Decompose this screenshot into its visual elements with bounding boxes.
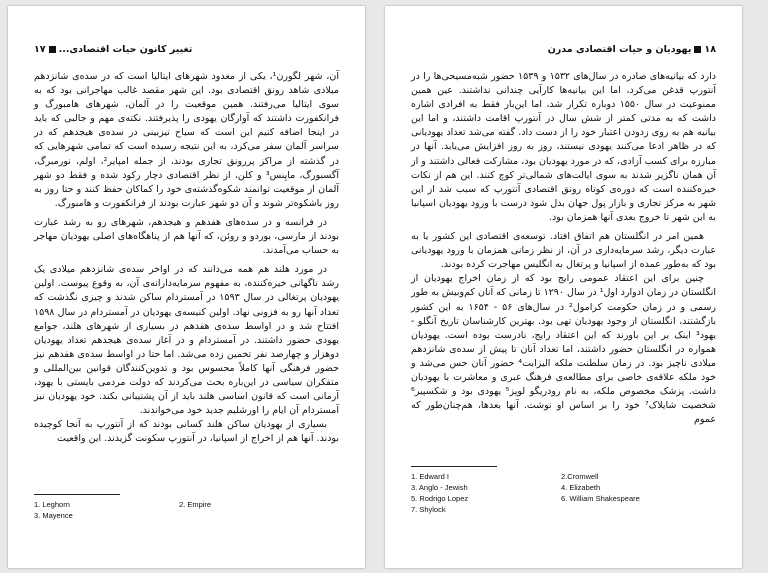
footnote: 6. William Shakespeare [561,494,640,503]
header-title-text: تغییر کانون حیات اقتصادی... [58,44,193,55]
right-page [385,6,742,568]
paragraph: در مورد هلند هم همه می‌دانند که در اواخر سده‌ی شانزدهم میلادی یک رشد ناگهانی خیره‌کننده، به مفهوم سرمایه‌دارانه‌ی آن، به وقوع پیوست. اولین یهودیان پرتغالی در سال ۱۵۹۳ در آمستردام ساکن شدند و چیزی نگذشت که تعداد آنها رو به فزونی نهاد. اولین کنیسه‌ی یهودیان در آمستردام در سال ۱۵۹۸ افتتاح شد و در اواسط سده‌ی هفدهم در بسیاری از شهرهای هلند، جوامع یهودی حضور داشتند. در آمستردام و در آغاز سده‌ی هیجدهم تعداد یهودیان دوهزار و چهارصد نفر تخمین زده می‌شد. اما حتا در اواسط سده‌ی هفدهم نیز حضور فرهنگی آنها کاملاً محسوس بود و تدوین‌کنندگان قوانین بین‌المللی و متفکران سیاسی در این‌باره بحث می‌کردند که دولت مردمی بایستی با یهود، آرمانی است که قانون اساسی هلند باید از آن پشتیبانی بکند. خود یهودیان نیز آمستردام آن ایام را اورشلیم جدید خود می‌خواندند. [34,264,340,417]
header-title [548,44,716,55]
footnote: 4. Elizabeth [561,483,601,492]
footnote: 1. Leghorn [34,500,70,509]
footnote: 2. Empire [179,500,212,509]
paragraph: چنین برای این اعتقاد عمومی رایج بود که از زمان اخراج یهودیان از انگلستان در زمان ادوارد اول¹ در سال ۱۲۹۰ تا زمانی که آنان کم‌وبیش به طور رسمی و در زمان حکومت کرامول² در سال‌های ۵۶ - ۱۶۵۴ به این کشور بازگشتند، انگلستان از وجود یهودیان تهی بود. بهترین کارشناسان تاریخ آنگلو - یهود³ اینک بر این باورند که این اعتقاد رایج، نادرست بوده است. یهودیان همواره در انگلستان حضور داشتند، اما تعداد آنان تا پیش از سده‌ی شانزدهم میلادی ناچیز بود. در زمان سلطنت ملکه الیزابت⁴ حضور آنان حس می‌شد و خود ملکه علاقه‌ی خاصی برای مطالعه‌ی فرهنگ عبری و معاشرت با یهودیان داشت. پزشک مخصوص ملکه، به نام رودریگو لوپز⁵ یهودی بود و شکسپیر⁶ شخصیت شایلاک⁷ خود را بر اساس او نوشت. آنها بعدها، هم‌چنان‌طور که عموم [411,273,717,426]
paragraph: آن، شهر لگورن¹، یکی از معدود شهرهای ایتالیا است که در سده‌ی شانزدهم میلادی شاهد رونق اقتصادی بود. این شهر مقصد غالب مهاجرانی بود که به سوی ایتالیا می‌رفتند. همین موقعیت را در آلمان، شهرهای هامبورگ و فرانکفورت داشتند که آوارگان یهودی را پذیرفتند. نکته‌ی مهم و جالبی که باید در اینجا اضافه کنیم این است که سیاح تیزبینی در سده‌ی هیجدهم که در سراسر آلمان سفر می‌کرد، به این نتیجه رسیده است که تمامی شهرهایی که در گذشته از مراکز پررونق تجاری بودند، از جمله امپایر²، اولم، نورمبرگ، آگسبورگ، مایِنس³ و کلن، از نظر اقتصادی دچار رکود شده و فقط دو شهر آلمان از موقعیت توانمند شکوه‌گذشته‌ی خود را کماکان حفظ کنند و حتا روز به روز باشکوه‌تر شوند و آن دو شهر عبارت بودند از فرانکفورت و هامبورگ. [34,71,339,209]
footnote: 3. Mayence [34,511,73,520]
page-header [34,44,339,58]
page-body [411,70,716,427]
left-page [8,6,365,568]
footnote: 1. Edward I [411,472,449,481]
page-body [34,70,339,446]
paragraph: همین امر در انگلستان هم اتفاق افتاد. توسعه‌ی اقتصادی این کشور یا به عبارت دیگر، رشد سرمایه‌داری در آن، از نظر زمانی همزمان با ورود یهودیانی بود که به‌طور عمده از اسپانیا و پرتغال به انگلیس مهاجرت کرده بودند. [411,231,716,271]
footnote: 3. Anglo - Jewish [411,483,468,492]
footnote-rule [34,494,120,495]
square-bullet-icon [694,46,701,53]
paragraph: بسیاری از یهودیان ساکن هلند کسانی بودند که از آنتورپ به آنجا کوچیده بودند. آنها هم از اخراج از اسپانیا، در آنتورپ سکونت گزیدند. این واقعیت [34,419,339,445]
page-number: ۱۷ [34,44,46,55]
page-header [411,44,716,58]
footnote: 7. Shylock [411,505,446,514]
square-bullet-icon [49,46,56,53]
header-title-text: یهودیان و حیات اقتصادی مدرن [547,44,692,55]
footnote: 5. Rodrigo Lopez [411,494,469,503]
paragraph: دارد که بیانیه‌های صادره در سال‌های ۱۵۳۲ و ۱۵۳۹ حضور شبه‌مسیحی‌ها را در آنتورپ قدغن می‌کرد، اما این بیانیه‌ها کارآیی چندانی نداشتند. عین همین ممنوعیت در سال ۱۵۵۰ دوباره تکرار شد، اما این‌بار فقط به افرادی اشاره داشت که به مدتی کمتر از شش سال در آنتورپ اقامت داشتند، و اما این بیانیه هم به روی زدودن اعتبار خود را از دست داد. گفته می‌شد تعداد یهودیانی که در ظاهر ادعا می‌کنند یهودی نیستند، روز به روز افزایش می‌یابد. آنها در مبارزه برای کسب آزادی، که در مورد یهودیان بود، مشارکت فعالی داشتند و از آن همان ناگزیر شدند به سوی ایالت‌های شمالی‌تر کوچ کنند. این هم از نکات خیره‌کننده است که دوره‌ی کوتاه رونق اقتصادی آنتورپ که سبب شد از این شهر به مرکز تجاری و بازار پول جهان بدل شود درست با ورود یهودیان اسپانیا به این شهر تا خروج بعدی آنها همزمان بود. [410,71,717,223]
footnote-rule [411,466,497,467]
page-number: ۱۸ [704,44,716,55]
paragraph: در فرانسه و در سده‌های هفدهم و هیجدهم، شهرهای رو به رشد عبارت بودند از مارسی، بوردو و روئن، که آنها هم از پناهگاه‌های اصلی یهودیان مهاجر به حساب می‌آمدند. [34,216,339,257]
footnote: 2.Cromwell [561,472,599,481]
header-title [34,44,192,55]
